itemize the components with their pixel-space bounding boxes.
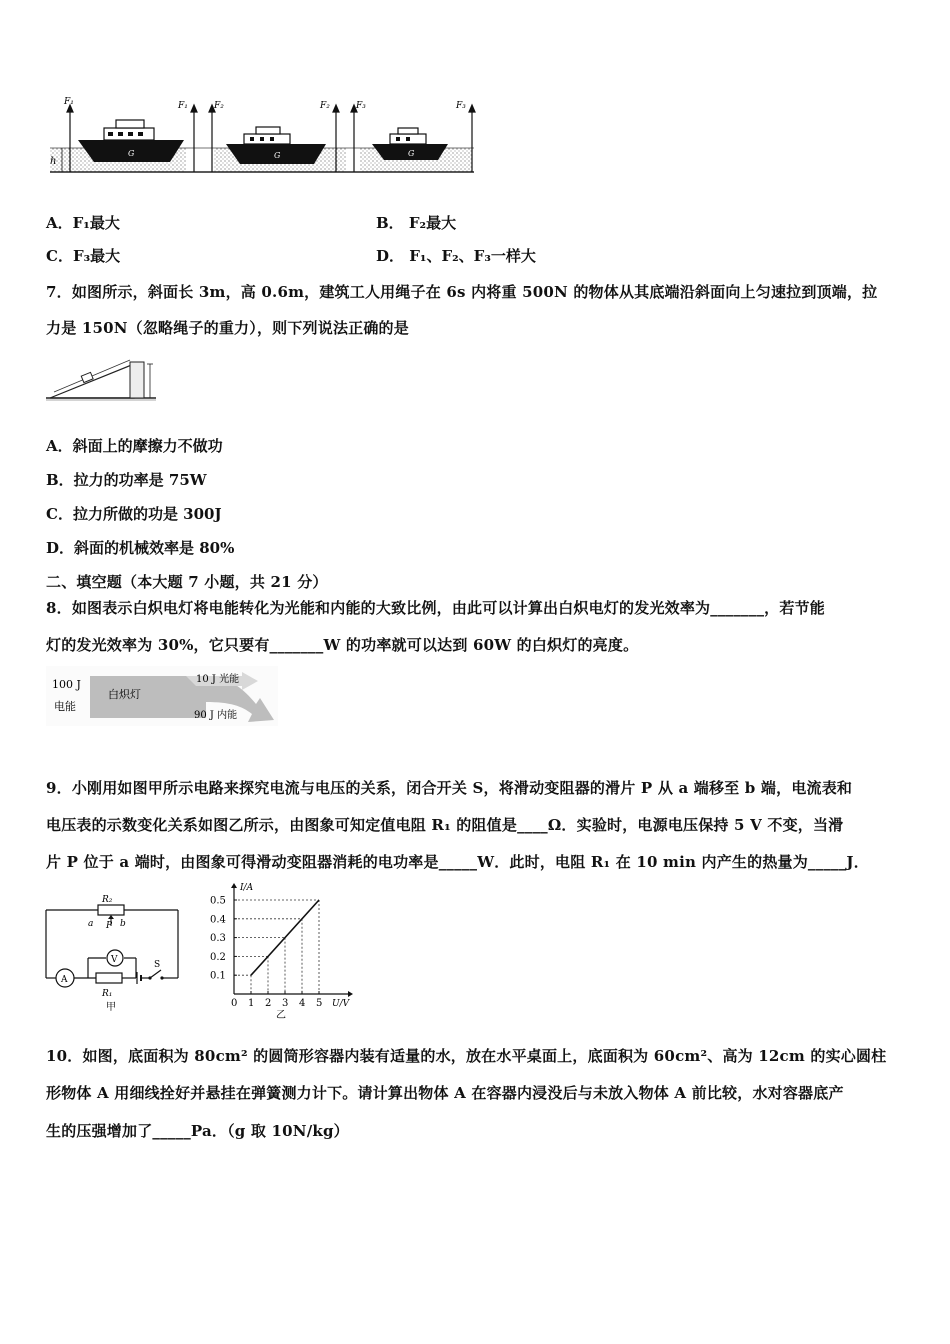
boat-large xyxy=(78,120,184,162)
boat-medium xyxy=(226,127,326,164)
energy-input-label: 电能 xyxy=(54,700,76,713)
graph-caption: 乙 xyxy=(276,1010,286,1020)
q6-option-d: D． F₁、F₂、F₃一样大 xyxy=(376,247,536,265)
energy-input-value: 100 J xyxy=(52,678,81,691)
boat-small xyxy=(372,128,448,160)
force-label-1b: F₁ xyxy=(178,101,188,111)
ammeter-label: A xyxy=(61,975,68,985)
circuit-r1-label: R₁ xyxy=(102,989,113,999)
y-tick-label-2: 0.3 xyxy=(210,933,226,945)
force-label-2b: F₂ xyxy=(320,101,330,111)
x-tick-label-3: 3 xyxy=(282,998,289,1009)
circuit-r2-label: R₂ xyxy=(102,895,113,905)
energy-out-light: 10 J 光能 xyxy=(196,674,240,685)
q7-stem-line1: 7．如图所示，斜面长 3m，高 0.6m，建筑工人用绳子在 6s 内将重 500N 的物体从其底端沿斜面向上匀速拉到顶端，拉 xyxy=(46,283,878,301)
force-label-3a: F₃ xyxy=(356,101,366,111)
q8-stem-line2: 灯的发光效率为 30%，它只要有_______W 的功率就可以达到 60W 的白炽灯的亮度。 xyxy=(46,636,639,654)
circuit-p-label: P xyxy=(106,921,113,931)
voltmeter-label: V xyxy=(111,955,118,965)
q10-stem-line2: 形物体 A 用细线拴好并悬挂在弹簧测力计下。请计算出物体 A 在容器内浸没后与未放入物体 A 前比较，水对容器底产 xyxy=(46,1084,844,1102)
q10-stem-line3: 生的压强增加了_____Pa．（g 取 10N/kg） xyxy=(46,1122,349,1140)
incline-figure xyxy=(46,348,160,404)
depth-label: h xyxy=(50,156,57,167)
circuit-a-label: a xyxy=(88,919,94,929)
iu-graph xyxy=(206,880,356,1020)
q7-option-b: B．拉力的功率是 75W xyxy=(46,471,207,489)
energy-out-heat: 90 J 内能 xyxy=(194,710,238,721)
y-axis-label: I/A xyxy=(240,883,254,893)
x-tick-label-0: 0 xyxy=(231,998,238,1009)
series-line xyxy=(251,900,319,975)
q8-stem-line1: 8．如图表示白炽电灯将电能转化为光能和内能的大致比例，由此可以计算出白炽电灯的发光效率为_______，若节能 xyxy=(46,599,825,617)
y-tick-label-4: 0.5 xyxy=(210,895,226,907)
x-tick-label-5: 5 xyxy=(316,998,323,1009)
weight-label-3: G xyxy=(408,149,415,158)
q7-stem-line2: 力是 150N（忽略绳子的重力），则下列说法正确的是 xyxy=(46,319,409,337)
energy-device-label: 白炽灯 xyxy=(108,688,141,701)
y-tick-label-0: 0.1 xyxy=(210,970,226,982)
q6-option-a: A．F₁最大 xyxy=(46,214,120,232)
q7-option-d: D．斜面的机械效率是 80% xyxy=(46,539,235,557)
q9-stem-line3: 片 P 位于 a 端时，由图象可得滑动变阻器消耗的电功率是_____W．此时，电阻 R₁ 在 10 min 内产生的热量为_____J． xyxy=(46,853,869,871)
weight-label-2: G xyxy=(274,151,281,160)
boats-figure xyxy=(44,96,484,180)
force-label-3b: F₃ xyxy=(456,101,466,111)
switch-label: S xyxy=(154,960,161,970)
y-tick-label-3: 0.4 xyxy=(210,914,226,926)
circuit-b-label: b xyxy=(120,919,126,929)
x-axis-label: U/V xyxy=(332,999,350,1009)
circuit-diagram xyxy=(40,890,190,1016)
force-label-1a: F₁ xyxy=(64,97,74,107)
x-tick-label-4: 4 xyxy=(299,998,306,1009)
weight-label-1: G xyxy=(128,149,135,158)
q10-stem-line1: 10．如图，底面积为 80cm² 的圆筒形容器内装有适量的水，放在水平桌面上，底面积为 60cm²、高为 12cm 的实心圆柱 xyxy=(46,1047,887,1065)
circuit-caption: 甲 xyxy=(106,1002,116,1013)
energy-flow-figure xyxy=(46,666,278,726)
q9-stem-line1: 9．小刚用如图甲所示电路来探究电流与电压的关系，闭合开关 S，将滑动变阻器的滑片 P 从 a 端移至 b 端，电流表和 xyxy=(46,779,853,797)
y-tick-label-1: 0.2 xyxy=(210,951,226,963)
x-tick-label-1: 1 xyxy=(248,998,255,1009)
q7-option-a: A．斜面上的摩擦力不做功 xyxy=(46,437,223,455)
q7-option-c: C．拉力所做的功是 300J xyxy=(46,505,222,523)
q6-option-b: B． F₂最大 xyxy=(376,214,457,232)
section-title: 二、填空题（本大题 7 小题，共 21 分） xyxy=(46,573,328,591)
x-tick-label-2: 2 xyxy=(265,998,272,1009)
force-label-2a: F₂ xyxy=(214,101,224,111)
q6-option-c: C．F₃最大 xyxy=(46,247,121,265)
q9-stem-line2: 电压表的示数变化关系如图乙所示，由图象可知定值电阻 R₁ 的阻值是____Ω．实验时，电源电压保持 5 V 不变，当滑 xyxy=(46,816,844,834)
